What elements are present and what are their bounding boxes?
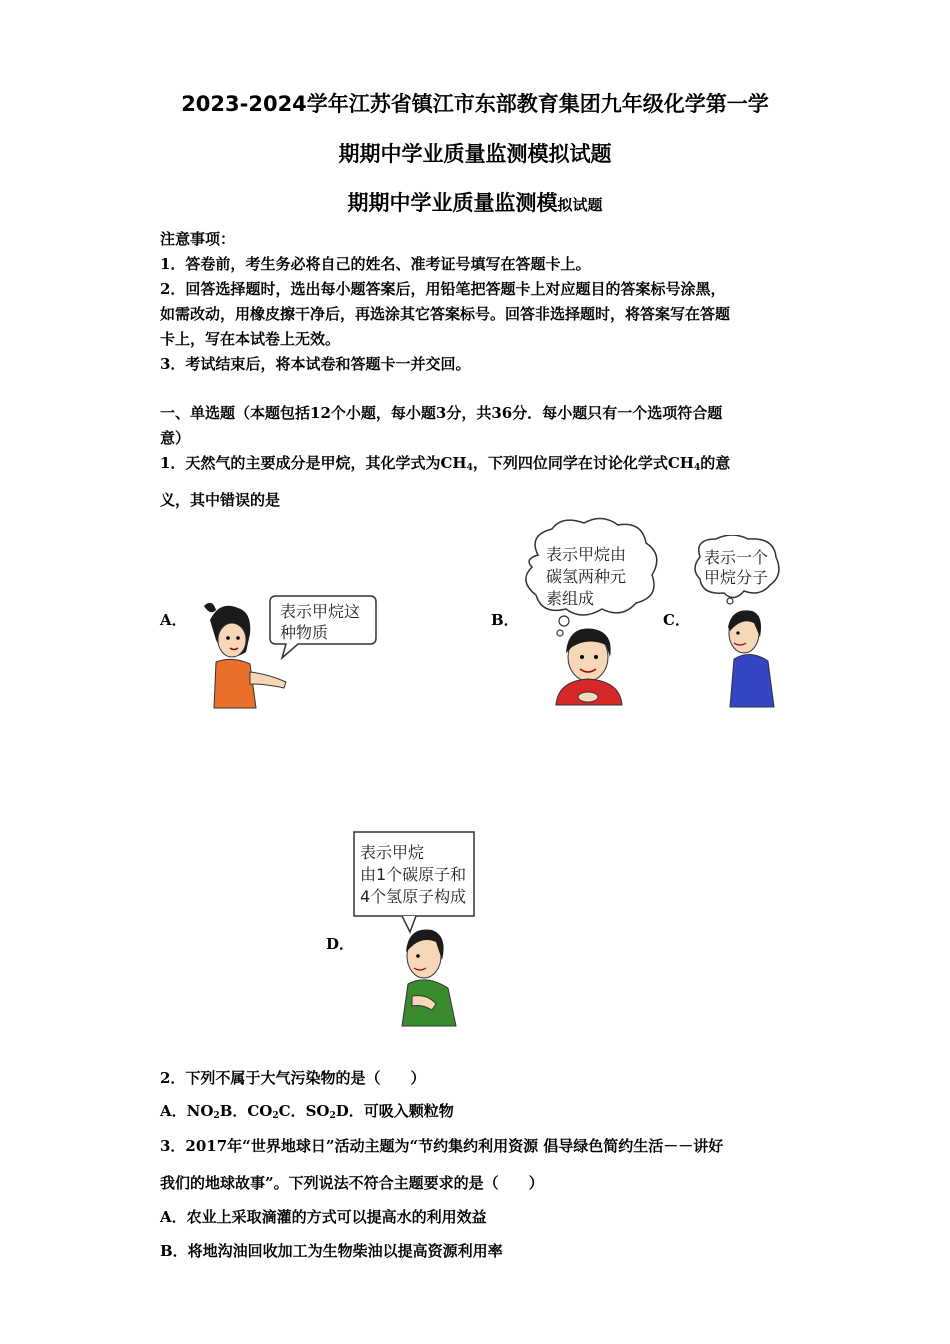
title-line-1: 2023-2024学年江苏省镇江市东部教育集团九年级化学第一学 xyxy=(181,92,769,116)
man-blue-shirt-illustration xyxy=(728,610,774,707)
q2-option-a: A．NO xyxy=(160,1102,214,1120)
notice-item-2: 2．回答选择题时，选出每小题答案后，用铅笔把答题卡上对应题目的答案标号涂黑， xyxy=(160,280,726,298)
q1-option-c-bubble-line2: 甲烷分子 xyxy=(704,568,769,587)
title-line-3 xyxy=(0,187,950,217)
q1-option-d-figure xyxy=(352,828,482,1033)
q3-option-b: B．将地沟油回收加工为生物柴油以提高资源利用率 xyxy=(160,1242,503,1260)
q1-sub1: 4 xyxy=(466,463,473,473)
q1-option-a-letter: A． xyxy=(160,611,187,629)
q1-option-b-bubble-line3: 素组成 xyxy=(546,589,595,608)
q3-option-a: A．农业上采取滴灌的方式可以提高水的利用效益 xyxy=(160,1208,487,1226)
q1-option-a-bubble-line1: 表示甲烷这 xyxy=(280,602,361,621)
boy-red-shirt-illustration xyxy=(556,629,622,706)
q1-option-d-letter: D． xyxy=(326,935,355,953)
q3-stem-line1: 3．2017年“世界地球日”活动主题为“节约集约利用资源 倡导绿色简约生活－－讲好 xyxy=(160,1137,724,1155)
q1-stem-part2: ，下列四位同学在讨论化学式CH xyxy=(472,454,694,472)
q1-option-b-bubble-line2: 碳氢两种元 xyxy=(546,567,627,586)
notice-item-1: 1．答卷前，考生务必将自己的姓名、准考证号填写在答题卡上。 xyxy=(160,255,591,273)
q3-stem-line2: 我们的地球故事”。下列说法不符合主题要求的是（ ） xyxy=(160,1174,544,1192)
q1-option-b-figure xyxy=(518,515,668,715)
q1-option-d-bubble-line2: 由1个碳原子和 xyxy=(360,865,467,884)
notice-item-2-cont: 如需改动，用橡皮擦干净后，再选涂其它答案标号。回答非选择题时，将答案写在答题 xyxy=(160,305,731,323)
q1-option-d-bubble-line1: 表示甲烷 xyxy=(360,843,425,862)
q1-stem-line2: 义，其中错误的是 xyxy=(160,491,281,509)
q2-option-a-sub: 2 xyxy=(213,1111,220,1121)
boy-green-shirt-illustration xyxy=(402,929,456,1026)
q1-stem-part1: 1．天然气的主要成分是甲烷，其化学式为CH xyxy=(160,454,467,472)
q2-options xyxy=(160,1100,800,1121)
q2-option-b: B．CO xyxy=(219,1102,273,1120)
notice-heading: 注意事项： xyxy=(160,230,236,248)
section-heading: 一、单选题（本题包括12个小题，每小题3分，共36分．每小题只有一个选项符合题 xyxy=(160,404,723,422)
title-line-2: 期期中学业质量监测模拟试题 xyxy=(338,142,612,166)
q1-option-c-bubble-line1: 表示一个 xyxy=(704,548,769,567)
q1-option-a-figure xyxy=(190,590,380,715)
q1-sub2: 4 xyxy=(693,463,701,473)
q1-stem xyxy=(160,452,800,473)
q2-option-d: D．可吸入颗粒物 xyxy=(335,1102,454,1120)
q1-stem-part3: 的意 xyxy=(700,454,731,472)
q1-option-c-figure xyxy=(690,535,790,715)
q2-option-b-sub: 2 xyxy=(272,1111,279,1121)
q2-option-c: C．SO xyxy=(278,1102,330,1120)
notice-item-2-cont2: 卡上，写在本试卷上无效。 xyxy=(160,330,341,348)
q1-option-c-letter: C． xyxy=(663,611,690,629)
q1-option-d-bubble-line3: 4个氢原子构成 xyxy=(360,887,467,906)
q2-stem: 2．下列不属于大气污染物的是（ ） xyxy=(160,1069,426,1087)
q1-option-a-bubble-line2: 种物质 xyxy=(280,623,329,642)
q2-option-c-sub: 2 xyxy=(329,1111,336,1121)
title-line-3-main: 期期中学业质量监测模 xyxy=(347,191,558,215)
q1-option-b-letter: B． xyxy=(491,611,519,629)
q1-option-b-bubble-line1: 表示甲烷由 xyxy=(546,545,627,564)
notice-item-3: 3．考试结束后，将本试卷和答题卡一并交回。 xyxy=(160,355,471,373)
title-line-3-small: 拟试题 xyxy=(557,196,603,214)
section-heading-cont: 意） xyxy=(160,429,191,447)
